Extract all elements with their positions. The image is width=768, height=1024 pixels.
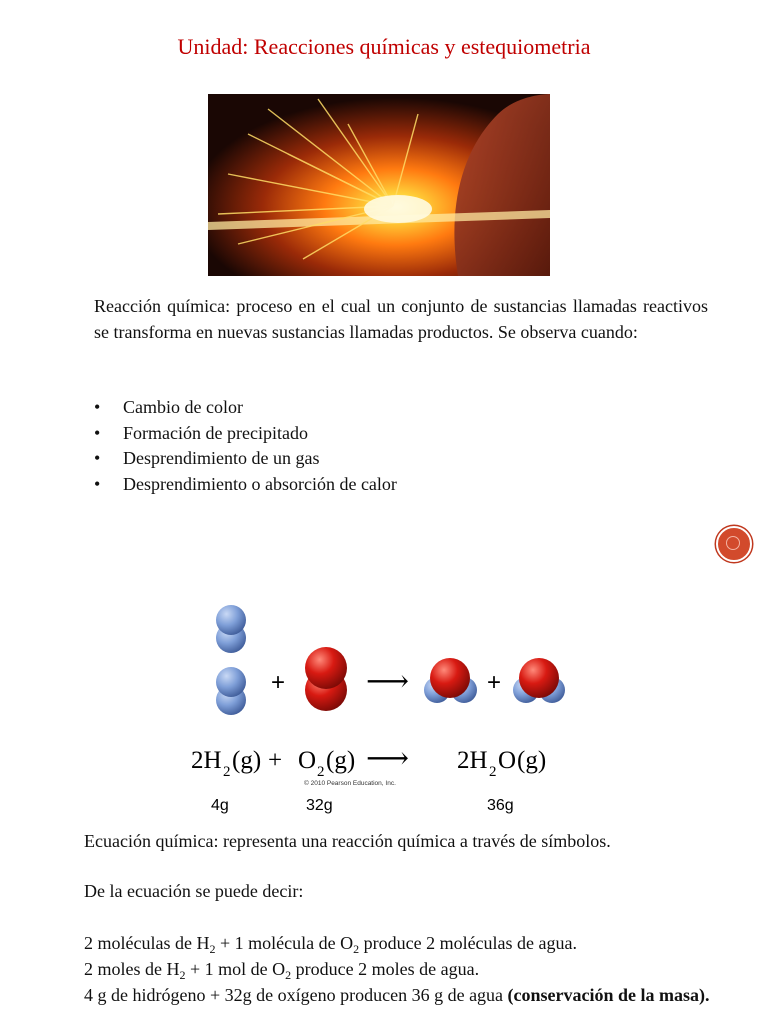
plus-sign: + <box>268 747 283 774</box>
mass-conservation-note: (conservación de la masa). <box>507 985 710 1005</box>
statement-text: 4 g de hidrógeno + 32g de oxígeno producen 36 g de agua <box>84 985 508 1005</box>
subscript: 2 <box>209 942 216 956</box>
reaction-definition <box>94 293 708 345</box>
statement-text: produce 2 moléculas de agua. <box>359 933 578 953</box>
welding-sparks-photo <box>208 94 550 276</box>
statement-moles <box>84 956 479 982</box>
h2-molecule-top <box>216 605 246 653</box>
copyright-note: © 2010 Pearson Education, Inc. <box>304 780 396 787</box>
list-item: • Desprendimiento o absorción de calor <box>94 472 397 498</box>
chemical-equation <box>191 742 546 780</box>
reaction-text: proceso en el cual un conjunto de sustancias llamadas reactivos se transforma en nuevas sustancias llamadas productos. Se observa cuando: <box>94 296 708 342</box>
observation-list <box>94 395 397 497</box>
h2o-molecule-1 <box>424 658 477 703</box>
statement-molecules <box>84 930 577 956</box>
mass-h2: 4g <box>211 797 229 814</box>
eq-subscript: 2 <box>489 764 497 780</box>
circle-button-icon <box>726 536 740 550</box>
eq-term-h2o: 2H <box>457 747 488 774</box>
list-item: • Formación de precipitado <box>94 421 397 447</box>
reaction-diagram <box>180 598 580 820</box>
h2-molecule-bottom <box>216 667 246 715</box>
eq-phase: (g) <box>326 747 356 774</box>
o2-molecule <box>305 647 347 711</box>
statement-text: 2 moléculas de H <box>84 933 210 953</box>
subscript: 2 <box>179 968 186 982</box>
equation-term: Ecuación química: <box>84 831 219 851</box>
eq-subscript: 2 <box>317 764 325 780</box>
plus-sign: + <box>487 669 502 696</box>
mass-h2o: 36g <box>487 797 514 814</box>
nav-circle-button[interactable] <box>716 526 752 562</box>
subscript: 2 <box>353 942 360 956</box>
eq-term-o: O <box>498 747 517 774</box>
eq-subscript: 2 <box>223 764 231 780</box>
mass-o2: 32g <box>306 797 333 814</box>
eq-term-o2: O <box>298 747 317 774</box>
statement-text: + 1 mol de O <box>185 959 286 979</box>
plus-sign: + <box>271 669 286 696</box>
subscript: 2 <box>285 968 292 982</box>
reaction-term: Reacción química: <box>94 296 231 316</box>
statement-mass <box>84 982 724 1008</box>
arrow: ⟶ <box>366 742 410 775</box>
equation-intro: De la ecuación se puede decir: <box>84 881 304 901</box>
list-item: • Cambio de color <box>94 395 397 421</box>
statement-text: 2 moles de H <box>84 959 180 979</box>
eq-phase: (g) <box>232 747 262 774</box>
arrow: ⟶ <box>366 665 410 698</box>
statement-text: produce 2 moles de agua. <box>291 959 480 979</box>
h2o-molecule-2 <box>513 658 565 703</box>
eq-phase: (g) <box>517 747 547 774</box>
list-item: • Desprendimiento de un gas <box>94 446 397 472</box>
equation-definition <box>84 828 611 854</box>
statement-text: + 1 molécula de O <box>215 933 354 953</box>
equation-text: representa una reacción química a través de símbolos. <box>218 831 611 851</box>
page-title: Unidad: Reacciones químicas y estequiometria <box>177 34 591 59</box>
eq-term-h2: 2H <box>191 747 222 774</box>
mass-labels <box>211 797 514 814</box>
